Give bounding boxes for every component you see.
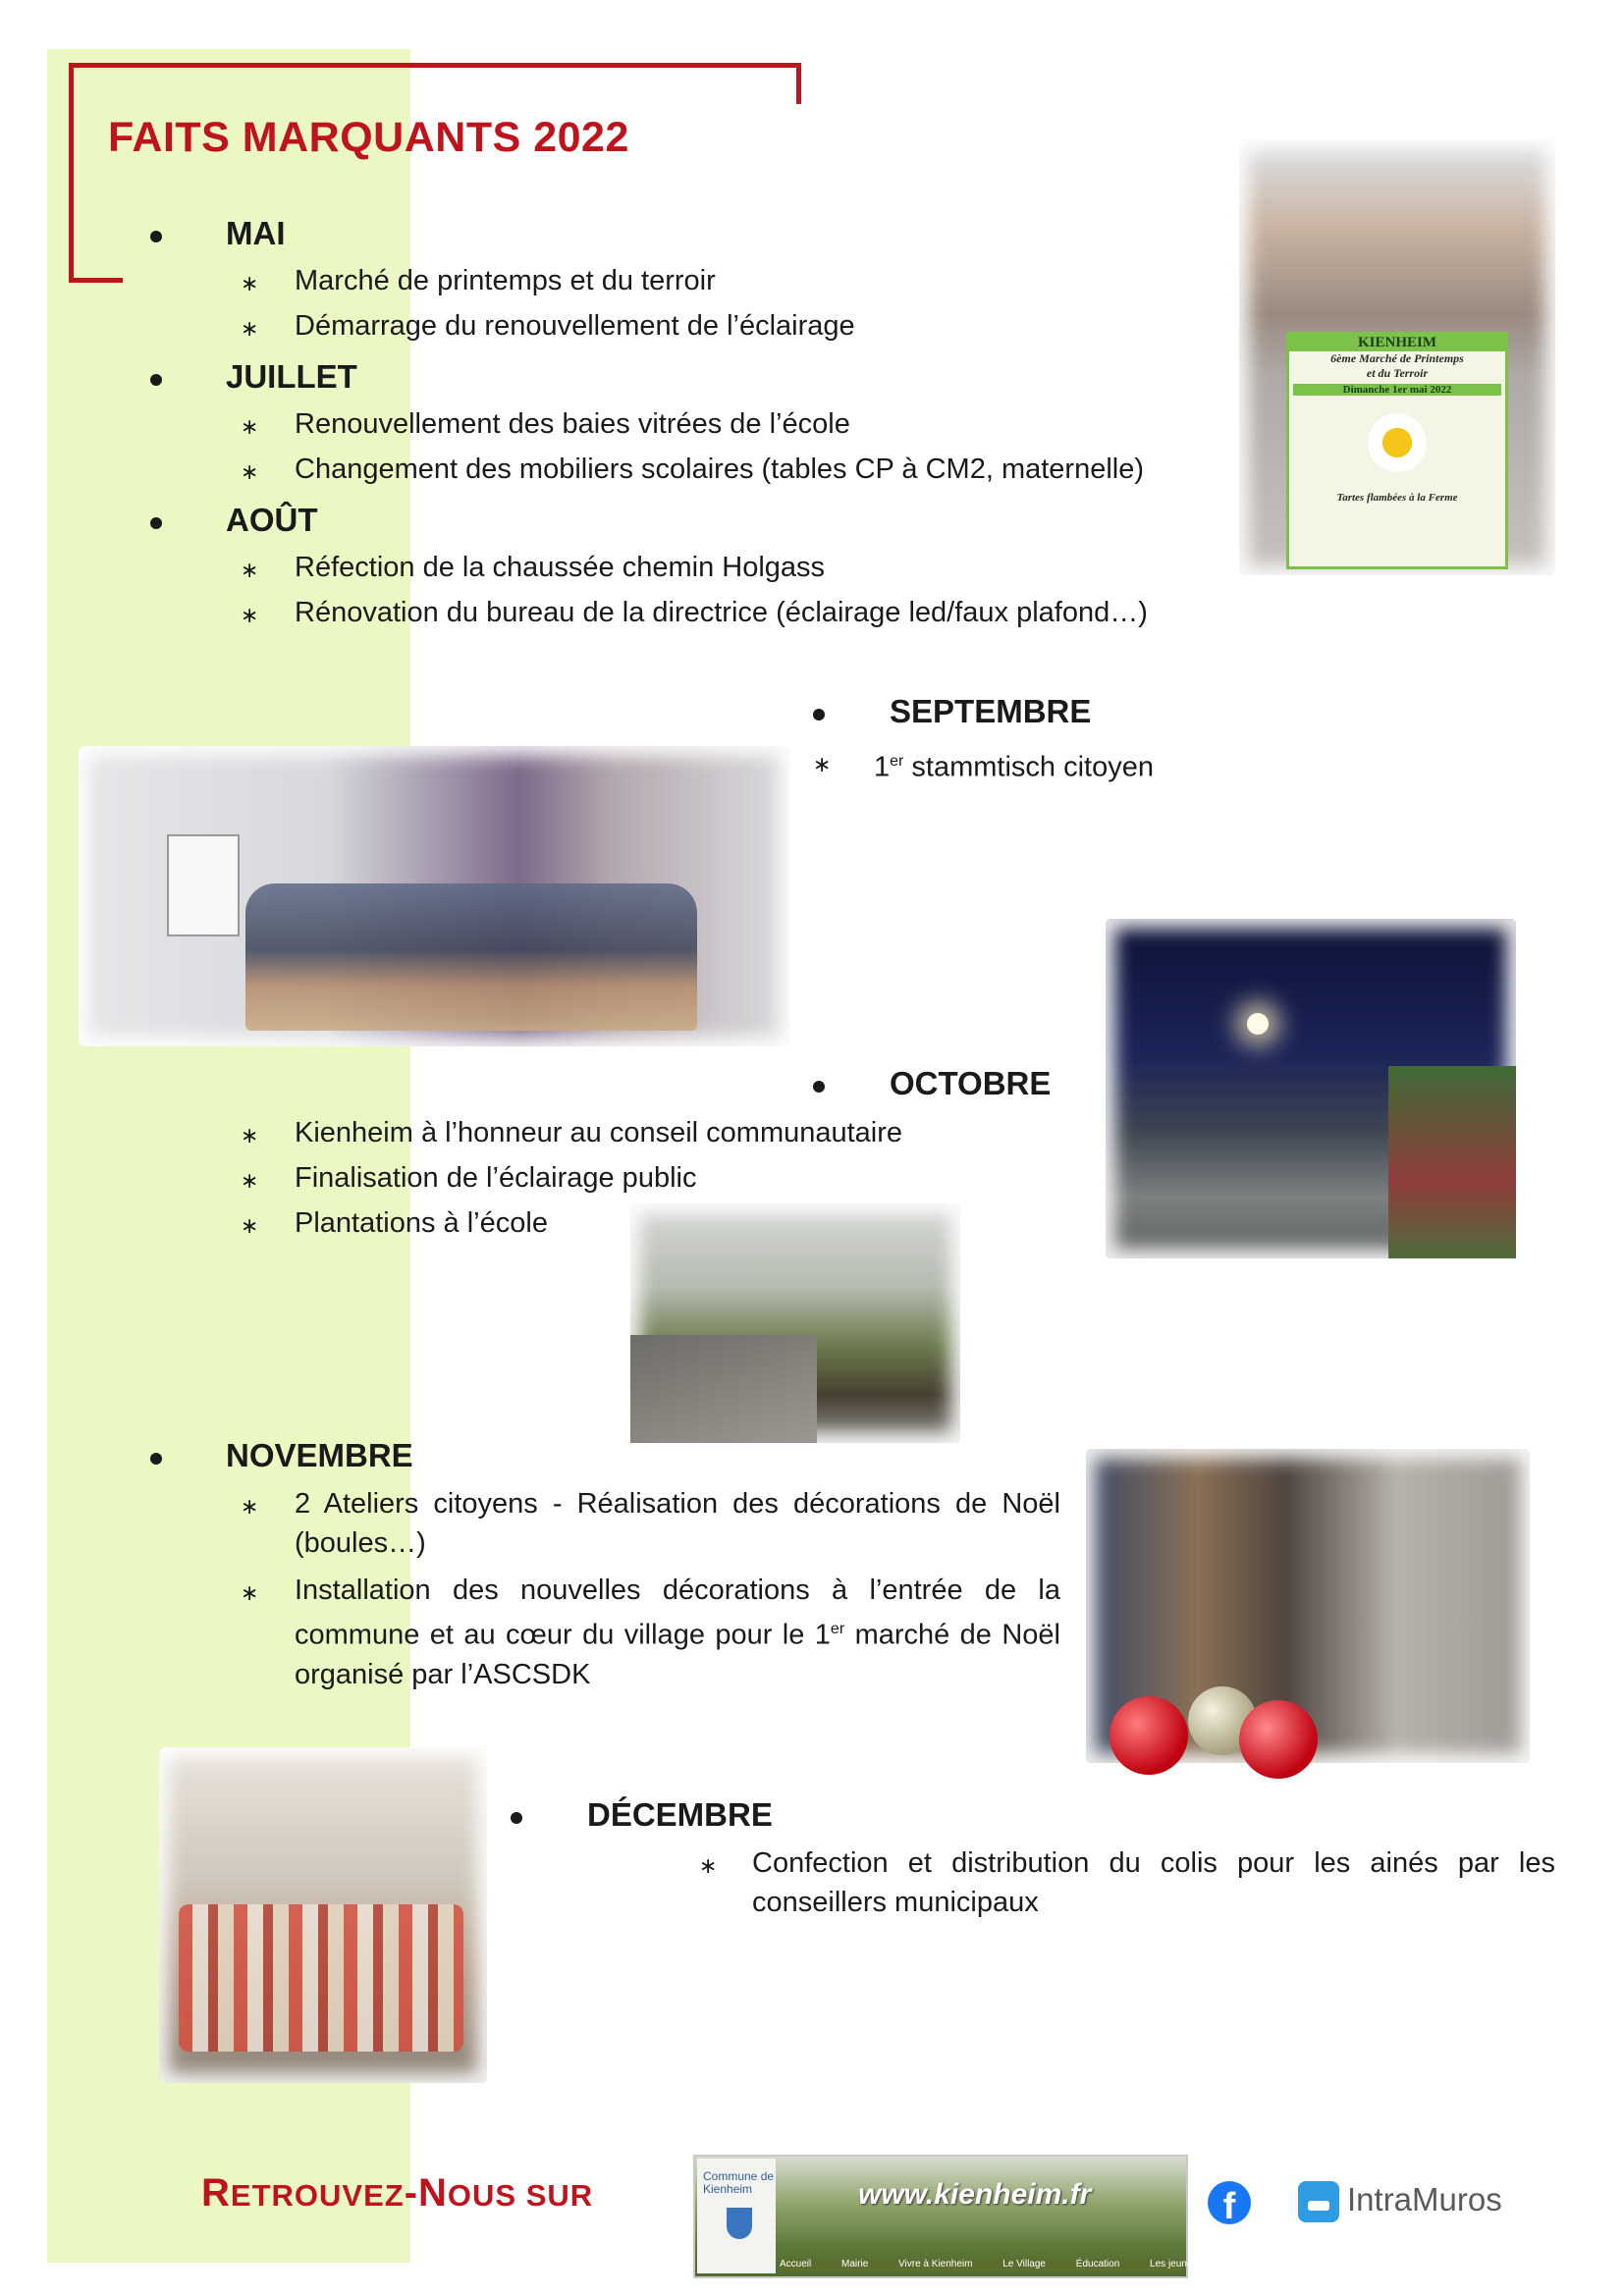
month-septembre: SEPTEMBRE bbox=[890, 693, 1092, 729]
poster-line: 6ème Marché de Printemps bbox=[1330, 351, 1464, 365]
photo-street-lamp bbox=[1247, 1013, 1269, 1035]
month-octobre: OCTOBRE bbox=[890, 1065, 1052, 1101]
list-item: 2 Ateliers citoyens - Réalisation des décorations de Noël (boules…) bbox=[295, 1488, 1060, 1559]
month-aout: AOÛT bbox=[226, 502, 318, 538]
list-item: Kienheim à l’honneur au conseil communautaire bbox=[295, 1117, 903, 1148]
intramuros-label[interactable]: IntraMuros bbox=[1347, 2181, 1502, 2217]
list-item: Réfection de la chaussée chemin Holgass bbox=[295, 552, 826, 583]
month-mai: MAI bbox=[226, 215, 286, 251]
poster-line: Dimanche 1er mai 2022 bbox=[1293, 384, 1501, 396]
list-item: Marché de printemps et du terroir bbox=[295, 265, 716, 296]
photo-bauble bbox=[1239, 1700, 1318, 1779]
photo-path bbox=[630, 1335, 817, 1443]
bullet bbox=[150, 1453, 162, 1465]
footer-label: RETROUVEZ-NOUS SUR bbox=[201, 2171, 594, 2215]
photo-eclairage bbox=[1106, 919, 1516, 1258]
bullet bbox=[150, 517, 162, 529]
title-frame bbox=[69, 63, 801, 68]
list-item: 1er stammtisch citoyen bbox=[874, 751, 1155, 783]
coat-of-arms-icon bbox=[727, 2208, 752, 2239]
list-marker: ∗ bbox=[241, 1168, 259, 1193]
list-marker: ∗ bbox=[241, 1494, 259, 1519]
photo-plantations bbox=[630, 1203, 960, 1443]
list-marker: ∗ bbox=[241, 1580, 259, 1605]
photo-people bbox=[245, 883, 697, 1031]
bullet bbox=[150, 374, 162, 386]
banner-brand: Commune de Kienheim bbox=[697, 2159, 776, 2273]
intramuros-icon[interactable] bbox=[1298, 2181, 1339, 2222]
photo-bauble bbox=[1110, 1696, 1188, 1775]
market-poster bbox=[1286, 332, 1508, 569]
month-decembre: DÉCEMBRE bbox=[587, 1796, 773, 1833]
list-item: Installation des nouvelles décorations à l’entrée de la commune et au cœur du village pour le 1er marché de Noël organisé par l’ASCSDK bbox=[295, 1575, 1060, 1690]
list-item: Finalisation de l’éclairage public bbox=[295, 1162, 697, 1194]
banner-nav bbox=[780, 2259, 1244, 2272]
poster-flower bbox=[1368, 413, 1427, 472]
list-marker: ∗ bbox=[241, 316, 259, 341]
poster-heading: KIENHEIM bbox=[1289, 335, 1505, 351]
list-item: Démarrage du renouvellement de l’éclairage bbox=[295, 310, 855, 342]
banner-nav-item: Le Village bbox=[1002, 2259, 1046, 2269]
month-juillet: JUILLET bbox=[226, 358, 357, 395]
poster-line: et du Terroir bbox=[1366, 366, 1429, 380]
list-item: Changement des mobiliers scolaires (tables CP à CM2, maternelle) bbox=[295, 454, 1145, 485]
photo-marche-printemps bbox=[1239, 139, 1555, 575]
banner-nav-item: Éducation bbox=[1075, 2259, 1120, 2269]
bullet bbox=[150, 231, 162, 242]
website-link[interactable]: www.kienheim.fr bbox=[858, 2178, 1092, 2211]
banner-nav-item: Vivre à Kienheim bbox=[898, 2259, 973, 2269]
list-marker: ∗ bbox=[241, 459, 259, 484]
title-frame bbox=[796, 63, 801, 104]
list-marker: ∗ bbox=[241, 558, 259, 582]
poster-footer: Tartes flambées à la Ferme bbox=[1336, 492, 1458, 504]
title-frame bbox=[69, 278, 123, 283]
photo-ateliers bbox=[1086, 1449, 1530, 1763]
bullet bbox=[511, 1812, 522, 1824]
list-marker: ∗ bbox=[241, 271, 259, 295]
banner-nav-item: Accueil bbox=[780, 2259, 812, 2269]
banner-nav-item: Les jeunes en parlent bbox=[1150, 2259, 1244, 2269]
page-title: FAITS MARQUANTS 2022 bbox=[108, 114, 629, 161]
list-item: Confection et distribution du colis pour les ainés par les conseillers municipaux bbox=[752, 1847, 1555, 1918]
list-marker: ∗ bbox=[241, 414, 259, 439]
photo-colis bbox=[159, 1747, 487, 2083]
list-marker: ∗ bbox=[699, 1853, 718, 1878]
title-frame bbox=[69, 63, 74, 283]
list-item: Plantations à l’école bbox=[295, 1207, 548, 1239]
month-novembre: NOVEMBRE bbox=[226, 1437, 413, 1473]
photo-hedge bbox=[1388, 1066, 1516, 1258]
list-marker: ∗ bbox=[241, 603, 259, 627]
list-item: Renouvellement des baies vitrées de l’école bbox=[295, 408, 850, 440]
banner-nav-item: Mairie bbox=[841, 2259, 869, 2269]
bullet bbox=[813, 1081, 825, 1093]
list-item: Rénovation du bureau de la directrice (éclairage led/faux plafond…) bbox=[295, 597, 1148, 628]
list-marker: ∗ bbox=[813, 752, 832, 776]
photo-whiteboard bbox=[167, 834, 240, 936]
photo-stammtisch bbox=[79, 746, 789, 1046]
list-marker: ∗ bbox=[241, 1213, 259, 1238]
bullet bbox=[813, 709, 825, 721]
list-marker: ∗ bbox=[241, 1123, 259, 1148]
photo-gifts bbox=[179, 1904, 463, 2052]
facebook-icon[interactable]: f bbox=[1208, 2181, 1251, 2224]
website-banner[interactable] bbox=[693, 2155, 1244, 2278]
